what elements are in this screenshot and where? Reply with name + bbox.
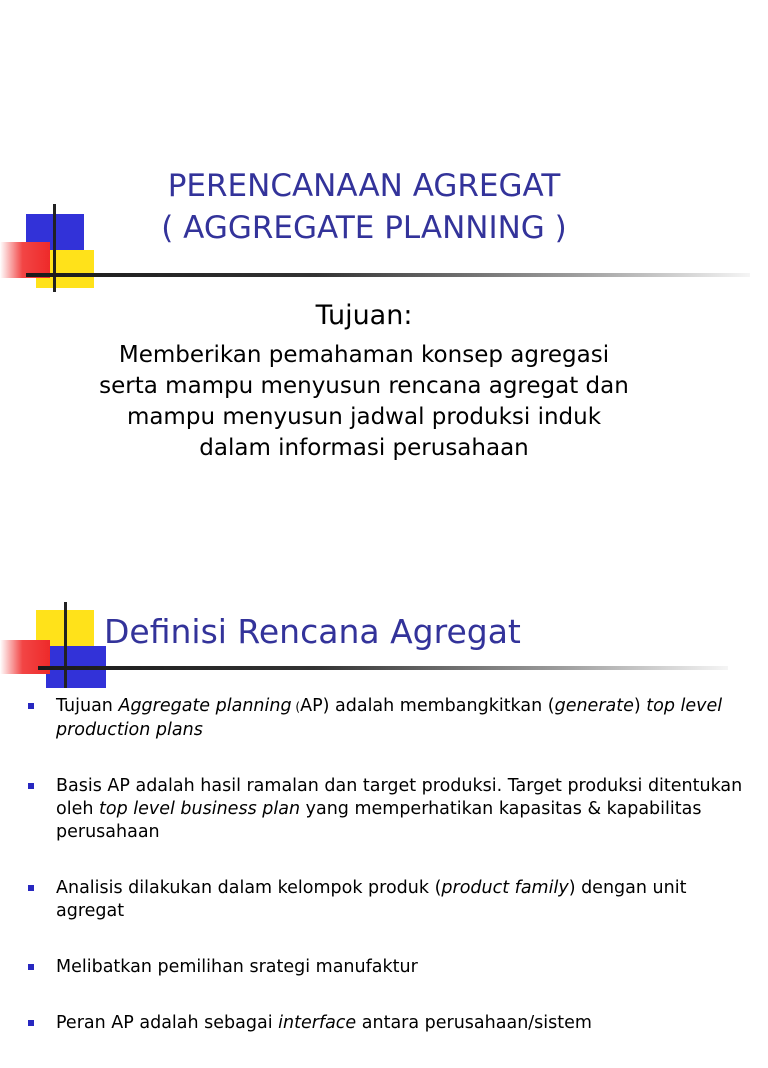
bullet-marker: [28, 885, 34, 891]
bullet-text: Analisis dilakukan dalam kelompok produk (: [56, 878, 442, 898]
list-item: [28, 695, 750, 742]
bullet-text: Basis AP adalah hasil ramalan dan target produksi. Target produksi ditentukan oleh: [56, 776, 743, 819]
bullet-text: ): [633, 696, 647, 716]
subheading: Tujuan:: [315, 300, 413, 331]
objective-line: dalam informasi perusahaan: [199, 435, 529, 461]
bullet-text: yang memperhatikan kapasitas & kapabilitas perusahaan: [56, 799, 702, 842]
bullet-text-italic: Aggregate planning: [118, 696, 292, 716]
bullet-text: Peran AP adalah sebagai: [56, 1013, 279, 1033]
objective-text: [40, 340, 688, 464]
bullet-text: AP) adalah membangkitkan (: [300, 696, 555, 716]
bullet-marker: [28, 783, 34, 789]
bullet-marker: [28, 703, 34, 709]
bullet-text: ) dengan unit agregat: [56, 878, 687, 921]
title-line-2: ( AGGREGATE PLANNING ): [161, 210, 567, 246]
bullet-text: (: [291, 700, 301, 714]
bullet-marker: [28, 964, 34, 970]
list-item: [28, 956, 750, 979]
slide-2: [0, 572, 768, 1033]
list-item: [28, 775, 750, 844]
objective-line: mampu menyusun jadwal produksi induk: [126, 404, 602, 430]
title-line-1: PERENCANAAN AGREGAT: [167, 168, 561, 204]
bullet-text-italic: interface: [278, 1013, 357, 1033]
bullet-text: Tujuan: [56, 696, 119, 716]
bullet-marker: [28, 1020, 34, 1026]
bullet-list: [28, 695, 750, 1068]
title-underline: [26, 273, 750, 277]
bullet-text: antara perusahaan/sistem: [356, 1013, 592, 1033]
slide-title: Definisi Rencana Agregat: [104, 612, 521, 651]
vertical-rule: [64, 602, 67, 688]
slide-title: [0, 165, 728, 249]
bullet-text-italic: product family: [441, 878, 569, 898]
bullet-text-italic: generate: [554, 696, 634, 716]
objective-line: Memberikan pemahaman konsep agregasi: [118, 342, 610, 368]
objective-line: serta mampu menyusun rencana agregat dan: [99, 373, 629, 399]
bullet-text-italic: top level production plans: [56, 696, 723, 740]
bullet-text-italic: top level business plan: [99, 799, 301, 819]
list-item: [28, 877, 750, 923]
title-underline: [38, 666, 728, 670]
bullet-text: Melibatkan pemilihan srategi manufaktur: [56, 957, 418, 977]
